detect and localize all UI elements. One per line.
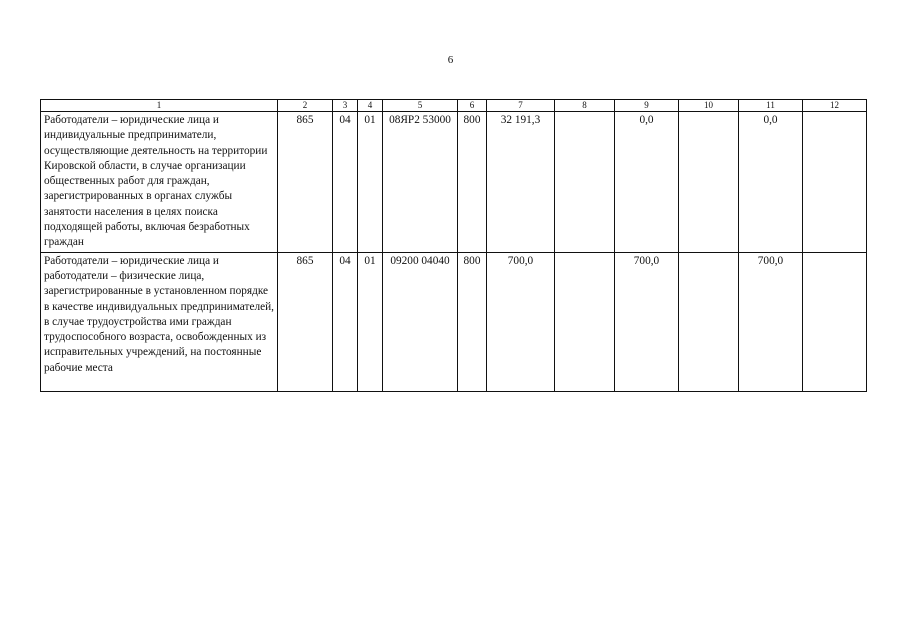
table-row <box>41 252 867 391</box>
section-code-cell: 04 <box>333 252 358 391</box>
column-header: 8 <box>555 100 615 112</box>
amount-cell-col9: 0,0 <box>615 112 679 253</box>
amount-cell-col7: 700,0 <box>487 252 555 391</box>
column-header: 7 <box>487 100 555 112</box>
table-row <box>41 112 867 253</box>
column-header: 12 <box>803 100 867 112</box>
amount-cell-col10 <box>679 252 739 391</box>
column-header: 9 <box>615 100 679 112</box>
target-article-cell: 08ЯР2 53000 <box>383 112 458 253</box>
amount-cell-col8 <box>555 112 615 253</box>
column-header: 1 <box>41 100 278 112</box>
expense-type-cell: 800 <box>458 112 487 253</box>
amount-cell-col10 <box>679 112 739 253</box>
recipient-name-cell: Работодатели – юридические лица и работодатели – физические лица, зарегистрированные в установленном порядке в качестве индивидуальных предпринимателей, в случае трудоустройства ими граждан трудоспособного возраста, освобожденных из исправительных учреждений, на постоянные рабочие места <box>41 252 278 391</box>
grbs-code-cell: 865 <box>278 112 333 253</box>
recipient-name-cell: Работодатели – юридические лица и индивидуальные предприниматели, осуществляющие деятельность на территории Кировской области, в случае организации общественных работ для граждан, зарегистрированных в органах службы занятости населения в целях поиска подходящей работы, включая безработных граждан <box>41 112 278 253</box>
column-header: 3 <box>333 100 358 112</box>
amount-cell-col12 <box>803 252 867 391</box>
column-header: 10 <box>679 100 739 112</box>
amount-cell-col7: 32 191,3 <box>487 112 555 253</box>
column-header: 11 <box>739 100 803 112</box>
section-code-cell: 04 <box>333 112 358 253</box>
column-header: 4 <box>358 100 383 112</box>
amount-cell-col8 <box>555 252 615 391</box>
amount-cell-col9: 700,0 <box>615 252 679 391</box>
subsection-code-cell: 01 <box>358 252 383 391</box>
grbs-code-cell: 865 <box>278 252 333 391</box>
amount-cell-col11: 0,0 <box>739 112 803 253</box>
column-header: 5 <box>383 100 458 112</box>
subsection-code-cell: 01 <box>358 112 383 253</box>
expense-type-cell: 800 <box>458 252 487 391</box>
column-header: 2 <box>278 100 333 112</box>
target-article-cell: 09200 04040 <box>383 252 458 391</box>
amount-cell-col11: 700,0 <box>739 252 803 391</box>
column-number-row <box>41 100 867 112</box>
amount-cell-col12 <box>803 112 867 253</box>
column-header: 6 <box>458 100 487 112</box>
page-number: 6 <box>447 54 454 66</box>
budget-table <box>40 99 867 392</box>
